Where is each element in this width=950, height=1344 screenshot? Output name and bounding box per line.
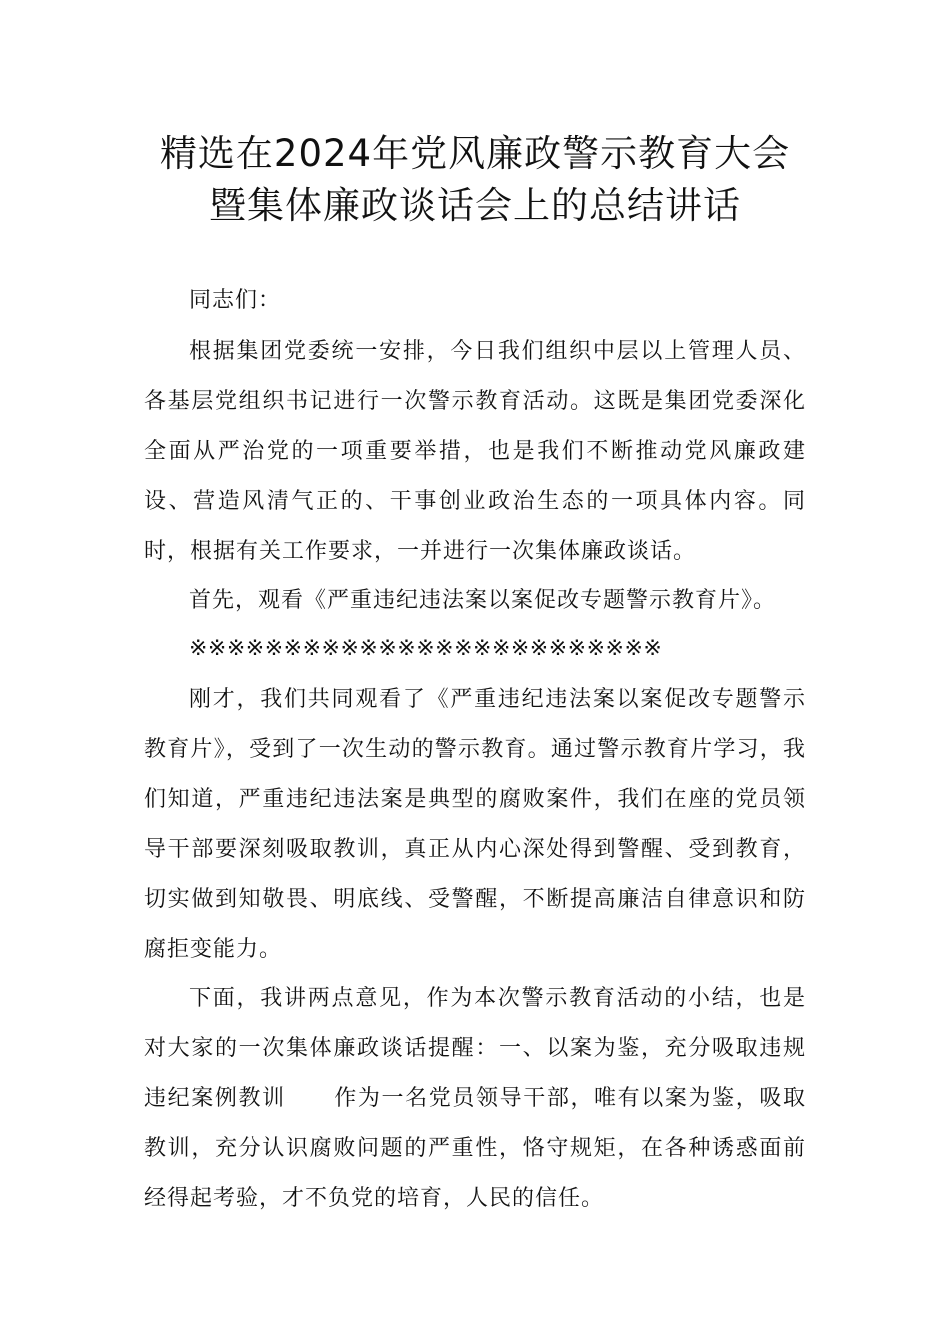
separator-line: ※※※※※※※※※※※※※※※※※※※※※※※※※ xyxy=(189,636,663,661)
paragraph-intro: 根据集团党委统一安排，今日我们组织中层以上管理人员、各基层党组织书记进行一次警示教育活动。这既是集团党委深化全面从严治党的一项重要举措，也是我们不断推动党风廉政建设、营造风清气正的、干事创业政治生态的一项具体内容。同时，根据有关工作要求，一并进行一次集体廉政谈话。 xyxy=(144,339,806,564)
paragraph-first: 首先，观看《严重违纪违法案以案促改专题警示教育片》。 xyxy=(189,588,777,613)
document-title-line-2: 暨集体廉政谈话会上的总结讲话 xyxy=(209,184,741,227)
points-heading-text: 下面，我讲两点意见，作为本次警示教育活动的小结，也是对大家的一次集体廉政谈话提醒：一、以案为鉴，充分吸取违规违纪案例教训 xyxy=(144,986,806,1111)
paragraph-reflect: 刚才，我们共同观看了《严重违纪违法案以案促改专题警示教育片》，受到了一次生动的警示教育。通过警示教育片学习，我们知道，严重违纪违法案是典型的腐败案件，我们在座的党员领导干部要深刻吸取教训，真正从内心深处得到警醒、受到教育，切实做到知敬畏、明底线、受警醒，不断提高廉洁自律意识和防腐拒变能力。 xyxy=(144,687,806,962)
paragraph-points xyxy=(144,974,806,1224)
points-body-text: 作为一名党员领导干部，唯有以案为鉴，吸取教训，充分认识腐败问题的严重性，恪守规矩，在各种诱惑面前经得起考验，才不负党的培育，人民的信任。 xyxy=(144,1086,806,1211)
document-title-line-1: 精选在2024年党风廉政警示教育大会 xyxy=(159,132,791,175)
salutation: 同志们： xyxy=(189,288,282,313)
